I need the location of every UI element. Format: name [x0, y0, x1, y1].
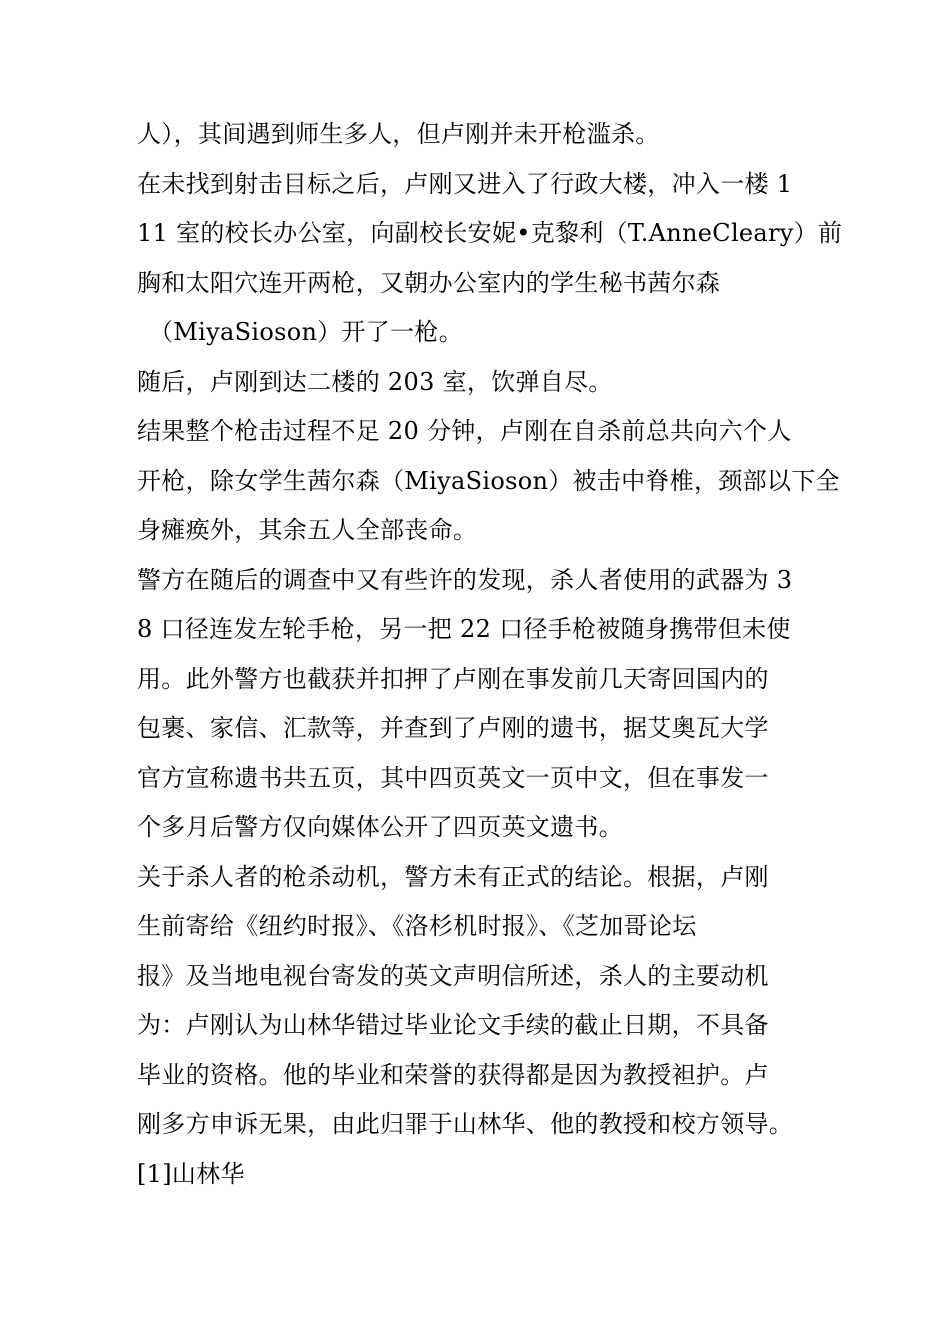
text-line-17: 生前寄给《纽约时报》、《洛杉机时报》、《芝加哥论坛	[137, 912, 697, 940]
text-line-5: （MiyaSioson）开了一枪。	[149, 318, 464, 346]
text-line-15: 个多月后警方仅向媒体公开了四页英文遗书。	[137, 813, 623, 841]
text-line-20: 毕业的资格。他的毕业和荣誉的获得都是因为教授袒护。卢	[137, 1060, 769, 1089]
text-line-7: 结果整个枪击过程不足 20 分钟，卢刚在自杀前总共向六个人	[137, 417, 792, 445]
text-line-2: 在未找到射击目标之后，卢刚又进入了行政大楼，冲入一楼 1	[137, 169, 793, 198]
text-line-12: 用。此外警方也截获并扣押了卢刚在事发前几天寄回国内的	[137, 664, 769, 693]
text-line-1: 人），其间遇到师生多人，但卢刚并未开枪滥杀。	[137, 120, 660, 148]
text-line-8: 开枪，除女学生茜尔森（MiyaSioson）被击中脊椎，颈部以下全	[137, 466, 840, 495]
text-line-21: 刚多方申诉无果，由此归罪于山林华、他的教授和校方领导。	[137, 1110, 794, 1138]
text-line-13: 包裹、家信、汇款等，并查到了卢刚的遗书，据艾奥瓦大学	[137, 714, 769, 742]
text-line-18: 报》及当地电视台寄发的英文声明信所述，杀人的主要动机	[137, 961, 769, 990]
text-line-6: 随后，卢刚到达二楼的 203 室，饮弹自尽。	[137, 367, 613, 396]
text-line-3: 11 室的校长办公室，向副校长安妮•克黎利（T.AnneCleary）前	[137, 219, 843, 247]
text-line-4: 胸和太阳穴连开两枪，又朝办公室内的学生秘书茜尔森	[137, 268, 721, 297]
text-line-14: 官方宣称遗书共五页，其中四页英文一页中文，但在事发一	[137, 763, 769, 792]
text-line-16: 关于杀人者的枪杀动机，警方未有正式的结论。根据，卢刚	[137, 862, 769, 891]
text-line-10: 警方在随后的调查中又有些许的发现，杀人者使用的武器为 3	[137, 565, 793, 594]
document-body	[137, 110, 843, 1199]
text-line-9: 身瘫痪外，其余五人全部丧命。	[137, 516, 478, 544]
reference-line: [1]山林华	[137, 1159, 245, 1188]
text-line-11: 8 口径连发左轮手枪，另一把 22 口径手枪被随身携带但未使	[137, 615, 791, 643]
text-line-19: 为：卢刚认为山林华错过毕业论文手续的截止日期，不具备	[137, 1011, 769, 1039]
